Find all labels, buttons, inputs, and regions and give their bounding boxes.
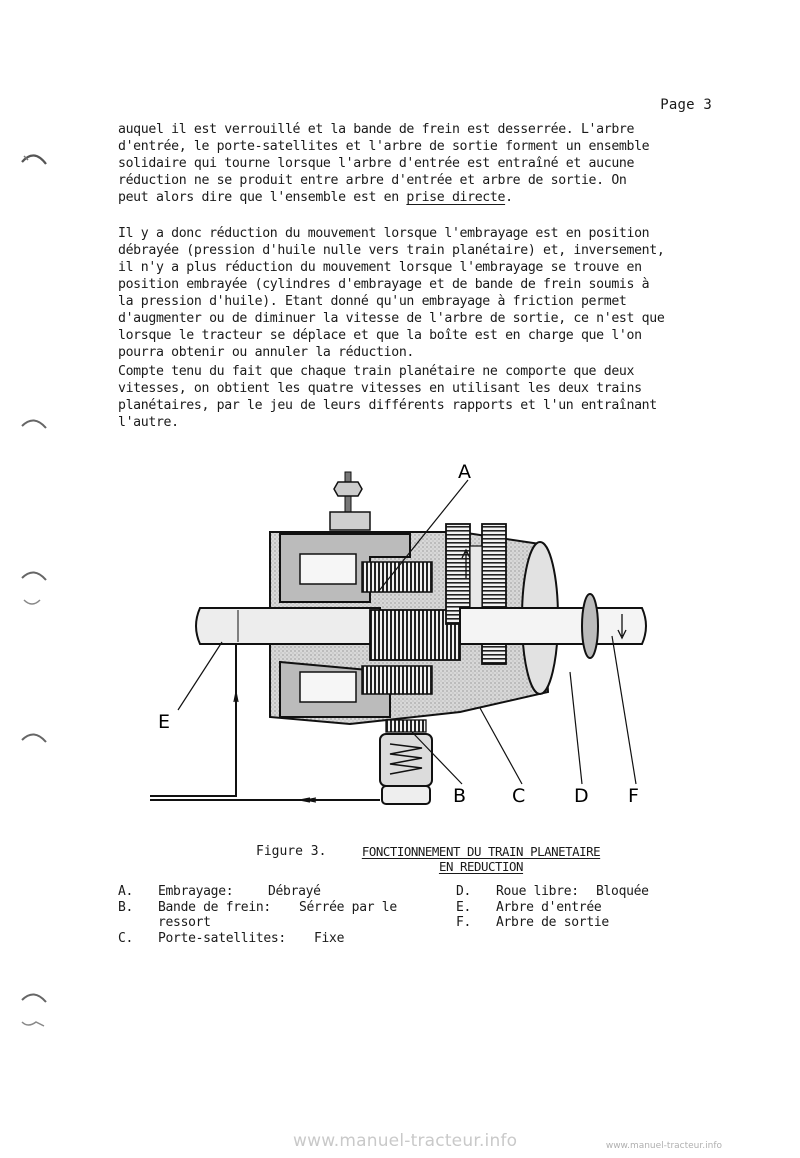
legend-key: F.: [456, 915, 472, 930]
legend-item: [118, 900, 438, 916]
legend-item: [456, 915, 716, 931]
legend-key: C.: [118, 930, 134, 946]
prise-directe-underlined: prise directe: [406, 190, 506, 205]
punch-hole-mark: [18, 150, 48, 176]
legend-text: Embrayage:: [158, 884, 234, 899]
p2-line: la pression d'huile). Etant donné qu'un embrayage à friction permet: [118, 294, 627, 309]
p1-line: d'entrée, le porte-satellites et l'arbre de sortie forment un ensemble: [118, 139, 650, 154]
footer-small-watermark: www.manuel-tracteur.info: [605, 1141, 722, 1151]
legend-item: [118, 884, 438, 900]
p3-line: vitesses, on obtient les quatre vitesses en utilisant les deux trains: [118, 381, 642, 396]
p2-line: d'augmenter ou de diminuer la vitesse de l'arbre de sortie, ce n'est que: [118, 311, 665, 326]
legend-text: ressort: [158, 915, 211, 930]
legend-left: [118, 884, 438, 946]
legend-value: Débrayé: [268, 884, 321, 899]
p1-last-prefix: peut alors dire que l'ensemble est en: [118, 190, 407, 205]
figure-title-line-2: EN REDUCTION: [438, 859, 524, 874]
p3-line: l'autre.: [118, 415, 179, 430]
p2-line: il n'y a plus réduction du mouvement lorsque l'embrayage se trouve en: [118, 260, 642, 275]
paragraph-3: [118, 363, 688, 431]
legend-text: Arbre d'entrée: [496, 899, 602, 915]
legend-item: [118, 931, 438, 947]
p2-line: position embrayée (cylindres d'embrayage et de bande de frein soumis à: [118, 277, 650, 292]
figure-title: [346, 844, 616, 874]
callout-c: C: [512, 785, 526, 807]
legend-key: A.: [118, 884, 134, 899]
legend-item: [456, 884, 716, 900]
p1-last-suffix: .: [505, 190, 513, 205]
page-number: Page 3: [660, 97, 712, 113]
callout-a: A: [458, 462, 471, 483]
callout-e: E: [158, 711, 171, 733]
figure-title-line-1: FONCTIONNEMENT DU TRAIN PLANETAIRE: [361, 844, 601, 859]
punch-hole-mark: [18, 566, 48, 592]
p1-line-last: [118, 189, 688, 206]
punch-hole-mark: [18, 1010, 48, 1036]
legend-item-continued: [118, 915, 438, 931]
legend-key: D.: [456, 884, 472, 899]
callout-d: D: [574, 785, 589, 807]
p2-line: lorsque le tracteur se déplace et que la boîte est en charge que l'on: [118, 328, 642, 343]
p1-line: solidaire qui tourne lorsque l'arbre d'entrée est entraîné et aucune: [118, 156, 635, 171]
adjusting-screw: [330, 472, 370, 530]
p2-line: débrayée (pression d'huile nulle vers train planétaire) et, inversement,: [118, 243, 665, 258]
paragraph-1: [118, 121, 688, 206]
legend-text: Arbre de sortie: [496, 915, 609, 930]
legend-item: [456, 900, 716, 916]
legend-value: Sérrée par le: [299, 899, 397, 915]
legend-key: B.: [118, 899, 134, 915]
punch-hole-mark: [18, 590, 48, 616]
figure-number: Figure 3.: [256, 844, 327, 859]
p2-line: Il y a donc réduction du mouvement lorsque l'embrayage est en position: [118, 226, 650, 241]
legend-text: Bande de frein:: [158, 899, 271, 915]
p3-line: Compte tenu du fait que chaque train planétaire ne comporte que deux: [118, 364, 635, 379]
planetary-gear-cutaway-illustration: [150, 462, 660, 814]
p3-line: planétaires, par le jeu de leurs différents rapports et l'un entraînant: [118, 398, 657, 413]
legend-text: Porte-satellites:: [158, 930, 286, 946]
legend-value: Fixe: [314, 930, 345, 946]
callout-f: F: [628, 785, 639, 807]
p1-line: auquel il est verrouillé et la bande de frein est desserrée. L'arbre: [118, 122, 635, 137]
legend-key: E.: [456, 899, 472, 915]
punch-hole-mark: [18, 728, 48, 754]
legend-right: [456, 884, 716, 931]
footer-watermark: www.manuel-tracteur.info: [293, 1131, 518, 1151]
input-shaft: [196, 608, 380, 644]
legend-text: Roue libre:: [496, 884, 579, 899]
p2-line: pourra obtenir ou annuler la réduction.: [118, 345, 414, 360]
legend-value: Bloquée: [596, 884, 649, 899]
p1-line: réduction ne se produit entre arbre d'entrée et arbre de sortie. On: [118, 173, 627, 188]
brake-band-spring: [380, 720, 432, 804]
paragraph-2: [118, 225, 688, 361]
punch-hole-mark: [18, 414, 48, 440]
callout-b: B: [453, 785, 467, 807]
